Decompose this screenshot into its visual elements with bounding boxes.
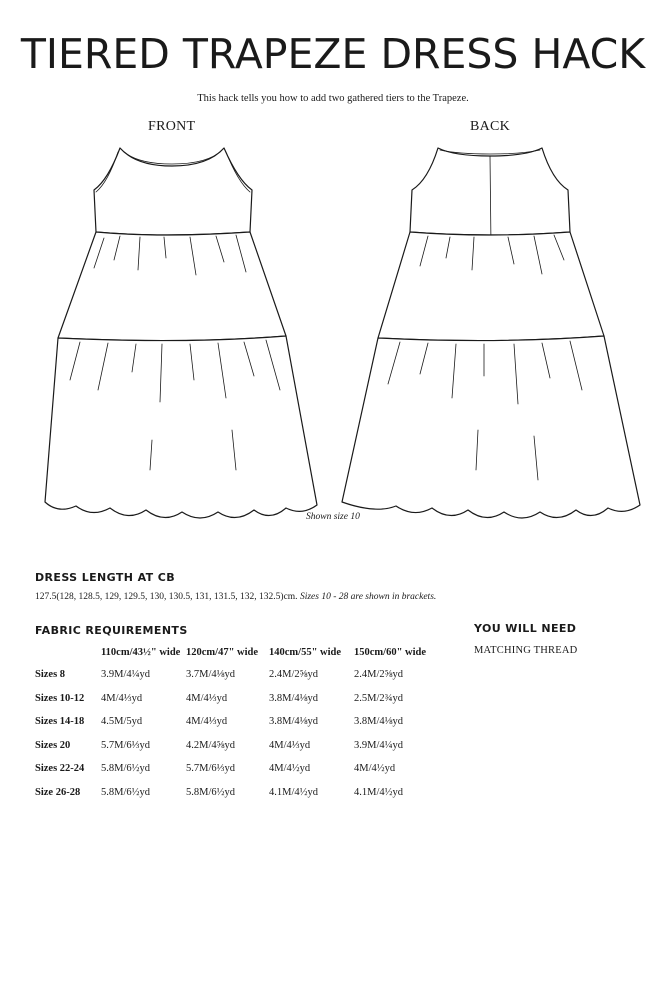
dress-length-text <box>35 592 436 602</box>
table-cell: 5.8M/6½yd <box>101 786 151 798</box>
dress-length-heading: DRESS LENGTH AT CB <box>35 571 176 584</box>
column-header: 110cm/43½" wide <box>101 646 181 658</box>
size-cell: Sizes 10-12 <box>35 692 85 704</box>
back-tier-2 <box>342 336 640 518</box>
table-cell: 3.8M/4⅛yd <box>269 692 319 704</box>
fabric-requirements-table <box>35 641 434 804</box>
shown-size-note: Shown size 10 <box>306 512 360 522</box>
front-view-label: FRONT <box>148 119 196 134</box>
back-dress-illustration <box>338 140 648 535</box>
column-header <box>35 641 101 663</box>
table-cell: 4M/4½yd <box>269 763 311 775</box>
table-row <box>35 734 434 758</box>
table-cell: 5.8M/6½yd <box>101 763 151 775</box>
size-cell: Sizes 22-24 <box>35 763 85 775</box>
table-cell: 3.7M/4⅛yd <box>186 669 236 681</box>
table-cell: 4.2M/4⅝yd <box>186 739 236 751</box>
table-cell: 4M/4⅓yd <box>269 739 311 751</box>
size-cell: Sizes 20 <box>35 739 71 751</box>
dress-length-values: 127.5(128, 128.5, 129, 129.5, 130, 130.5, 131, 131.5, 132, 132.5)cm. <box>35 592 298 602</box>
front-tier-2 <box>45 336 317 518</box>
size-cell: Sizes 14-18 <box>35 716 85 728</box>
table-cell: 5.7M/6⅓yd <box>101 739 151 751</box>
table-row <box>35 687 434 711</box>
table-cell: 3.9M/4¼yd <box>354 739 404 751</box>
table-cell: 3.8M/4⅛yd <box>269 716 319 728</box>
size-cell: Sizes 8 <box>35 669 66 681</box>
table-row <box>35 710 434 734</box>
table-cell: 4M/4½yd <box>354 763 396 775</box>
front-dress-illustration <box>40 140 340 535</box>
table-row <box>35 663 434 687</box>
you-will-need-heading: YOU WILL NEED <box>474 622 577 635</box>
fabric-requirements-heading: FABRIC REQUIREMENTS <box>35 624 188 637</box>
you-will-need-item: MATCHING THREAD <box>474 645 578 656</box>
page-title: TIERED TRAPEZE DRESS HACK <box>20 30 646 78</box>
table-cell: 4.5M/5yd <box>101 716 143 728</box>
column-header: 120cm/47" wide <box>186 646 259 658</box>
front-bodice <box>94 148 252 235</box>
table-cell: 3.8M/4⅛yd <box>354 716 404 728</box>
back-view-label: BACK <box>470 119 511 134</box>
table-cell: 4M/4⅓yd <box>101 692 143 704</box>
table-header-row <box>35 641 434 663</box>
size-cell: Size 26-28 <box>35 786 81 798</box>
table-cell: 3.9M/4¼yd <box>101 669 151 681</box>
dress-length-note: Sizes 10 - 28 are shown in brackets. <box>299 592 437 602</box>
table-cell: 4M/4⅓yd <box>186 716 228 728</box>
table-cell: 2.5M/2¾yd <box>354 692 404 704</box>
table-cell: 2.4M/2⅝yd <box>269 669 319 681</box>
table-cell: 4M/4⅓yd <box>186 692 228 704</box>
table-cell: 4.1M/4½yd <box>354 786 404 798</box>
table-cell: 2.4M/2⅝yd <box>354 669 404 681</box>
table-cell: 4.1M/4½yd <box>269 786 319 798</box>
front-tier-1 <box>58 232 286 341</box>
column-header: 140cm/55" wide <box>269 646 342 658</box>
table-cell: 5.7M/6⅓yd <box>186 763 236 775</box>
table-row <box>35 781 434 805</box>
table-cell: 5.8M/6½yd <box>186 786 236 798</box>
column-header: 150cm/60" wide <box>354 646 427 658</box>
table-row <box>35 757 434 781</box>
page-subtitle: This hack tells you how to add two gathered tiers to the Trapeze. <box>197 93 469 104</box>
back-tier-1 <box>378 232 604 341</box>
